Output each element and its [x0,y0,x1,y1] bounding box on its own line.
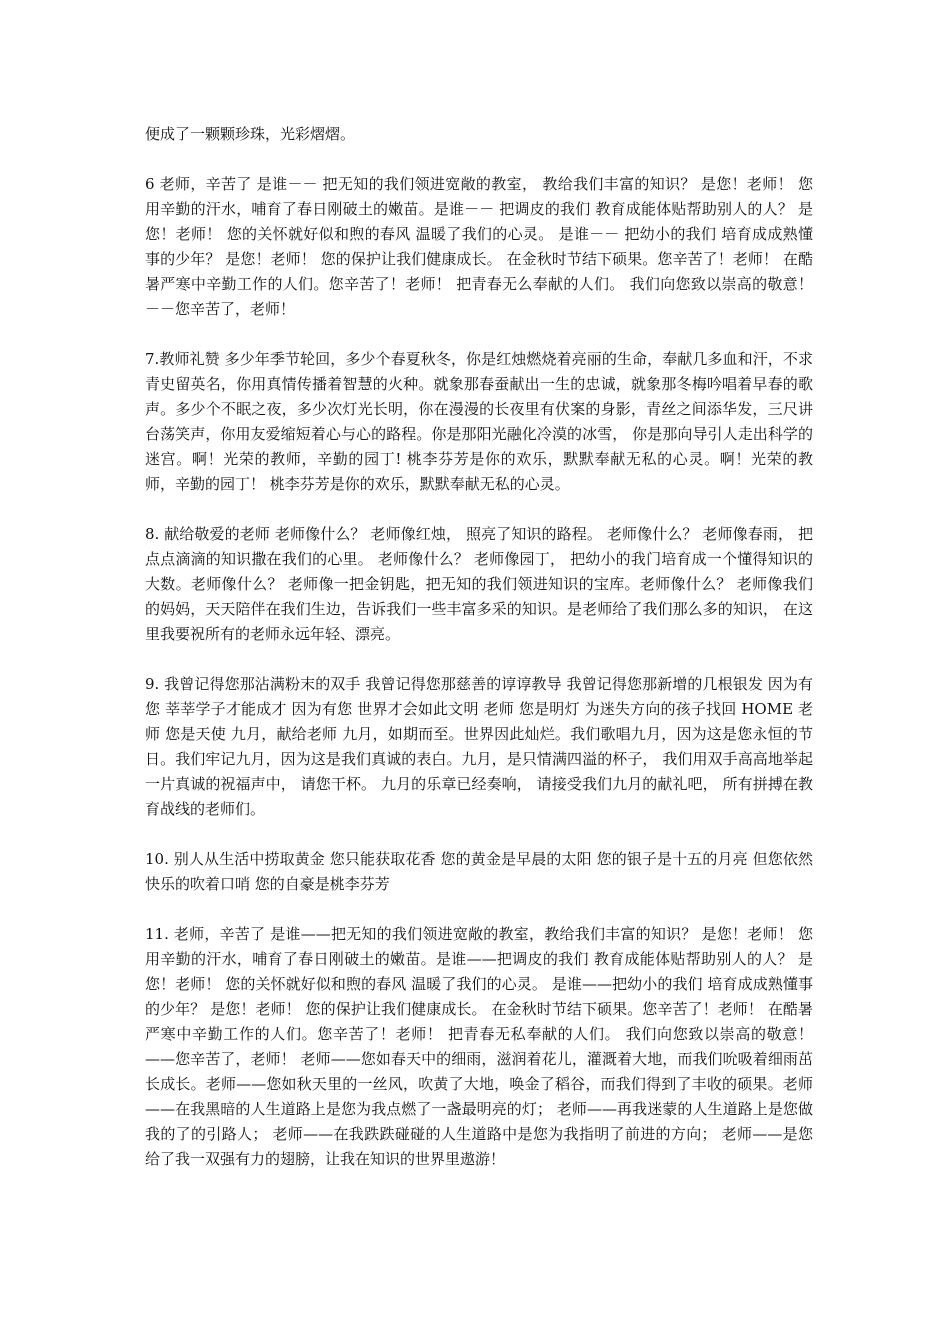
paragraph-6: 6 老师，辛苦了 是谁－－ 把无知的我们领进宽敞的教室， 教给我们丰富的知识？ 是您！老师！ 您用辛勤的汗水，哺育了春日刚破土的嫩苗。是谁－－ 把调皮的我们 教育成能体贴帮助别人的人？ 是您！老师！ 您的关怀就好似和煦的春风 温暖了我们的心灵。 是谁－－ 把幼小的我们 培育成成熟懂事的少年？ 是您！老师！ 您的保护让我们健康成长。 在金秋时节结下硕果。您辛苦了！老师！ 在酷暑严寒中辛勤工作的人们。您辛苦了！老师！ 把青春无么奉献的人们。 我们向您致以崇高的敬意！ －－您辛苦了，老师！ [145,175,813,318]
paragraph-spacer [145,897,813,922]
paragraph-11: 11. 老师，辛苦了 是谁——把无知的我们领进宽敞的教室，教给我们丰富的知识？ 是您！老师！ 您用辛勤的汗水，哺育了春日刚破土的嫩苗。是谁——把调皮的我们 教育成能体贴帮助别人的人？ 是您！老师！ 您的关怀就好似和煦的春风 温暖了我们的心灵。 是谁——把幼小的我们 培育成成熟懂事的少年？ 是您！老师！ 您的保护让我们健康成长。 在金秋时节结下硕果。您辛苦了！老师！ 在酷暑严寒中辛勤工作的人们。您辛苦了！老师！ 把青春无私奉献的人们。 我们向您致以崇高的敬意！ ——您辛苦了，老师！ 老师——您如春天中的细雨，滋润着花儿，灌溉着大地，而我们吮吸着细雨茁长成长。老师——您如秋天里的一丝风，吹黄了大地，唤金了稻谷，而我们得到了丰收的硕果。老师——在我黑暗的人生道路上是您为我点燃了一盏最明亮的灯； 老师——再我迷蒙的人生道路上是您做我的了的引路人； 老师——在我跌跌碰碰的人生道路中是您为我指明了前进的方向； 老师——是您给了我一双强有力的翅膀，让我在知识的世界里遨游！ [145,925,813,1168]
paragraph-intro-fragment: 便成了一颗颗珍珠，光彩熠熠。 [145,125,356,143]
paragraph-10: 10. 别人从生活中捞取黄金 您只能获取花香 您的黄金是早晨的太阳 您的银子是十五的月亮 但您依然快乐的吹着口哨 您的自豪是桃李芬芳 [145,850,813,893]
paragraph-7: 7.教师礼赞 多少年季节轮回，多少个春夏秋冬，你是红烛燃烧着亮丽的生命，奉献几多血和汗，不求青史留英名，你用真情传播着智慧的火种。就象那春蚕献出一生的忠诚，就象那冬梅吟唱着早春的歌声。多少个不眠之夜，多少次灯光长明，你在漫漫的长夜里有伏案的身影，青丝之间添华发，三尺讲台荡笑声，你用友爱缩短着心与心的路程。你是那阳光融化冷漠的冰雪， 你是那向导引人走出科学的迷宫。啊！光荣的教师，辛勤的园丁! 桃李芬芳是你的欢乐，默默奉献无私的心灵。啊！光荣的教师，辛勤的园丁！ 桃李芬芳是你的欢乐，默默奉献无私的心灵。 [145,350,813,493]
paragraph-8: 8. 献给敬爱的老师 老师像什么？ 老师像红烛， 照亮了知识的路程。 老师像什么？ 老师像春雨， 把点点滴滴的知识撒在我们的心里。 老师像什么？ 老师像园丁， 把幼小的我门培育成一个懂得知识的大数。老师像什么？ 老师像一把金钥匙，把无知的我们领进知识的宝库。老师像什么？ 老师像我们的妈妈，天天陪伴在我们生边，告诉我们一些丰富多采的知识。是老师给了我们那么多的知识， 在这里我要祝所有的老师永远年轻、漂亮。 [145,525,813,643]
paragraph-spacer [145,822,813,847]
paragraph-spacer [145,647,813,672]
paragraph-spacer [145,322,813,347]
paragraph-9: 9. 我曾记得您那沾满粉末的双手 我曾记得您那慈善的谆谆教导 我曾记得您那新增的几根银发 因为有您 莘莘学子才能成才 因为有您 世界才会如此文明 老师 您是明灯 为迷失方向的孩子找回 HOME 老师 您是天使 九月，献给老师 九月，如期而至。世界因此灿烂。我们歌唱九月，因为这是您永恒的节日。我们牢记九月，因为这是我们真诚的表白。九月，是只情满四溢的杯子， 我们用双手高高地举起 一片真诚的祝福声中， 请您干杯。 九月的乐章已经奏响， 请接受我们九月的献礼吧， 所有拼搏在教育战线的老师们。 [145,675,813,818]
document-page [145,122,813,1172]
paragraph-spacer [145,147,813,172]
paragraph-spacer [145,497,813,522]
